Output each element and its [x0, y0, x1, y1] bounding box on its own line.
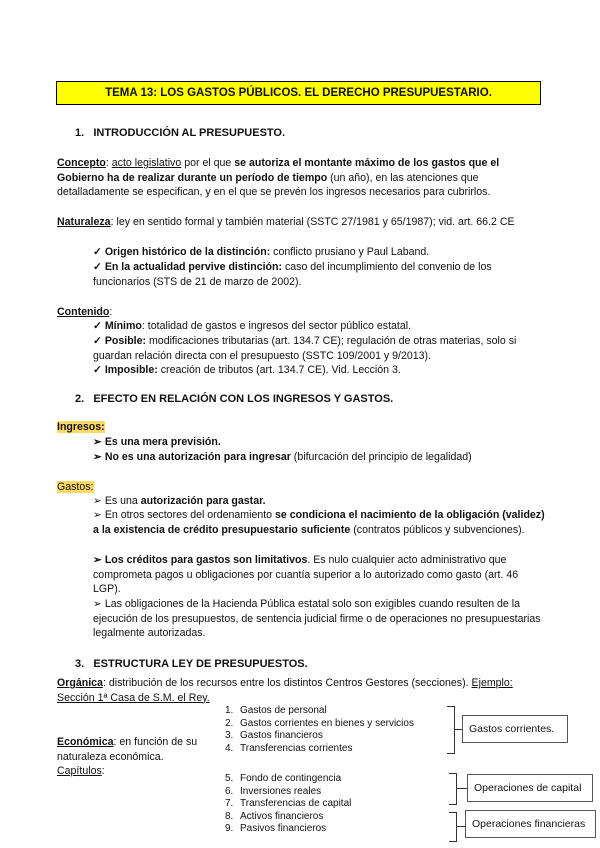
contenido-label-line	[57, 305, 545, 320]
ingresos-item-1	[93, 435, 545, 450]
section-3-heading: 3. ESTRUCTURA LEY DE PRESUPUESTOS.	[75, 658, 308, 670]
economica-paragraph	[57, 735, 217, 764]
gastos-item-3-text: . Es nulo cualquier acto administrativo que comprometa pagos u obligaciones por cuantía superior a lo autorizado como gasto (art. 46 LGP).	[93, 554, 519, 595]
actual-text: caso del incumplimiento del convenio de los funcionarios (STS de 21 de marzo de 2002).	[93, 261, 492, 288]
box-operaciones-capital: Operaciones de capital	[467, 774, 593, 802]
economica-text: : en función de su naturaleza económica.	[57, 736, 198, 763]
gastos-item-4	[93, 597, 545, 641]
naturaleza-text: : ley en sentido formal y también material (SSTC 27/1981 y 65/1987); vid. art. 66.2 CE	[110, 216, 515, 228]
box-gastos-corrientes: Gastos corrientes.	[462, 715, 568, 743]
chapters-list-current	[225, 705, 414, 755]
chapter-label: Transferencias de capital	[240, 798, 352, 810]
chapter-item	[225, 786, 351, 799]
posible-bold: ✓ Posible:	[93, 335, 147, 347]
actual-item	[93, 260, 545, 289]
chapter-number: 3.	[225, 730, 234, 742]
chapter-item	[225, 743, 414, 756]
gastos-label: Gastos:	[57, 481, 94, 493]
brace-connector-capital	[457, 788, 467, 789]
chapter-item	[225, 730, 414, 743]
chapter-number: 9.	[225, 823, 234, 835]
brace-current	[447, 706, 455, 754]
organica-paragraph	[57, 676, 545, 705]
brace-capital	[449, 773, 457, 805]
gastos-item-1	[93, 494, 545, 509]
concepto-underlined: acto legislativo	[111, 157, 182, 169]
chapter-number: 7.	[225, 798, 234, 810]
chapter-label: Gastos de personal	[240, 705, 327, 716]
ingresos-item-2-bold: ➢ No es una autorización para ingresar	[93, 451, 291, 463]
chapters-list-capital	[225, 773, 351, 836]
capitulos-line	[57, 764, 217, 779]
chapter-item	[225, 773, 351, 786]
contenido-sep: :	[109, 306, 113, 318]
brace-financieras	[449, 812, 457, 842]
chapter-number: 8.	[225, 810, 234, 822]
concepto-text-2: (un año), en las atenciones que detalladamente se especifican, y en el que se prevén los ingresos necesarios para cubrirlos.	[57, 171, 491, 198]
chapter-label: Fondo de contingencia	[240, 773, 342, 784]
concepto-label: Concepto	[57, 157, 106, 169]
ejemplo-text: Ejemplo: Sección 1ª Casa de S.M. el Rey.	[57, 677, 513, 704]
origen-item	[93, 245, 545, 260]
chapter-label: Gastos financieros	[240, 730, 323, 742]
organica-label: Orgánica	[57, 677, 103, 689]
imposible-item	[93, 363, 545, 378]
chapter-item	[225, 705, 414, 718]
ingresos-item-1-bold: ➢ Es una mera previsión.	[93, 436, 221, 448]
gastos-item-4-text: ➢ Las obligaciones de la Hacienda Pública estatal solo son exigibles cuando resulten de la ejecución de los presupuestos, de sentencia judicial firme o de operaciones no presupuestarias legalmente autorizadas.	[93, 598, 541, 639]
contenido-label: Contenido	[57, 306, 110, 318]
gastos-item-3	[93, 553, 545, 597]
chapter-number: 4.	[225, 742, 234, 754]
chapter-number: 6.	[225, 785, 234, 797]
brace-connector-financieras	[457, 826, 465, 827]
origen-bold: ✓ Origen histórico de la distinción:	[93, 246, 271, 258]
chapter-item	[225, 823, 351, 836]
posible-text: modificaciones tributarias (art. 134.7 CE); regulación de otras materias, solo si guardan relación directa con el presupuesto (SSTC 109/2001 y 9/2013).	[93, 335, 517, 362]
naturaleza-label: Naturaleza	[57, 216, 111, 228]
naturaleza-paragraph	[57, 215, 545, 230]
gastos-item-2-text: ➢ En otros sectores del ordenamiento	[93, 509, 276, 521]
imposible-text: creación de tributos (art. 134.7 CE). Vid. Lección 3.	[157, 364, 401, 376]
gastos-item-2-text-2: (contratos públicos y subvenciones).	[350, 523, 525, 536]
minimo-text: : totalidad de gastos e ingresos del sector público estatal.	[141, 320, 412, 332]
box-operaciones-financieras: Operaciones financieras	[465, 810, 596, 838]
concepto-sep: :	[105, 157, 112, 169]
chapter-label: Pasivos financieros	[240, 823, 327, 835]
actual-bold: ✓ En la actualidad pervive distinción:	[93, 261, 283, 273]
chapter-item	[225, 718, 414, 731]
chapter-number: 2.	[225, 717, 234, 729]
gastos-item-1-bold: autorización para gastar.	[140, 495, 266, 507]
concepto-bold: se autoriza el montante máximo de los gastos que el Gobierno ha de realizar durante un período de tiempo	[57, 157, 500, 184]
ingresos-item-2	[93, 450, 545, 465]
minimo-bold: ✓ Mínimo	[93, 320, 142, 332]
section-1-heading: 1. INTRODUCCIÓN AL PRESUPUESTO.	[75, 127, 286, 139]
chapter-label: Transferencias corrientes	[240, 742, 353, 754]
minimo-item	[93, 319, 545, 334]
ingresos-label-line	[57, 420, 545, 435]
ingresos-label: Ingresos:	[57, 421, 105, 433]
chapter-item	[225, 811, 351, 824]
chapter-label: Gastos corrientes en bienes y servicios	[240, 717, 414, 729]
chapter-label: Inversiones reales	[240, 785, 322, 797]
concepto-text-1: por el que	[181, 157, 235, 169]
chapter-label: Activos financieros	[240, 810, 324, 822]
gastos-item-2-bold: se condiciona el nacimiento de la obligación (validez) a la existencia de crédito presupuestario suficiente	[93, 509, 545, 536]
imposible-bold: ✓ Imposible:	[93, 364, 158, 376]
chapter-number: 5.	[225, 773, 234, 784]
brace-connector-current	[455, 729, 462, 730]
gastos-item-2	[93, 508, 545, 537]
ingresos-item-2-text: (bifurcación del principio de legalidad)	[290, 451, 472, 463]
gastos-item-3-bold: ➢ Los créditos para gastos son limitativos	[93, 554, 308, 566]
section-2-heading: 2. EFECTO EN RELACIÓN CON LOS INGRESOS Y GASTOS.	[75, 393, 394, 405]
page-title: TEMA 13: LOS GASTOS PÚBLICOS. EL DERECHO PRESUPUESTARIO.	[56, 81, 541, 105]
origen-text: conflicto prusiano y Paul Laband.	[270, 246, 430, 258]
capitulos-sep: :	[101, 765, 105, 777]
chapter-number: 1.	[225, 705, 234, 716]
concepto-paragraph	[57, 156, 545, 200]
chapter-item	[225, 798, 351, 811]
gastos-label-line	[57, 480, 545, 495]
gastos-item-1-text: ➢ Es una	[93, 495, 141, 507]
posible-item	[93, 334, 545, 363]
capitulos-label: Capítulos	[57, 765, 102, 777]
economica-label: Económica	[57, 736, 114, 748]
organica-text: : distribución de los recursos entre los distintos Centros Gestores (secciones).	[102, 677, 472, 689]
